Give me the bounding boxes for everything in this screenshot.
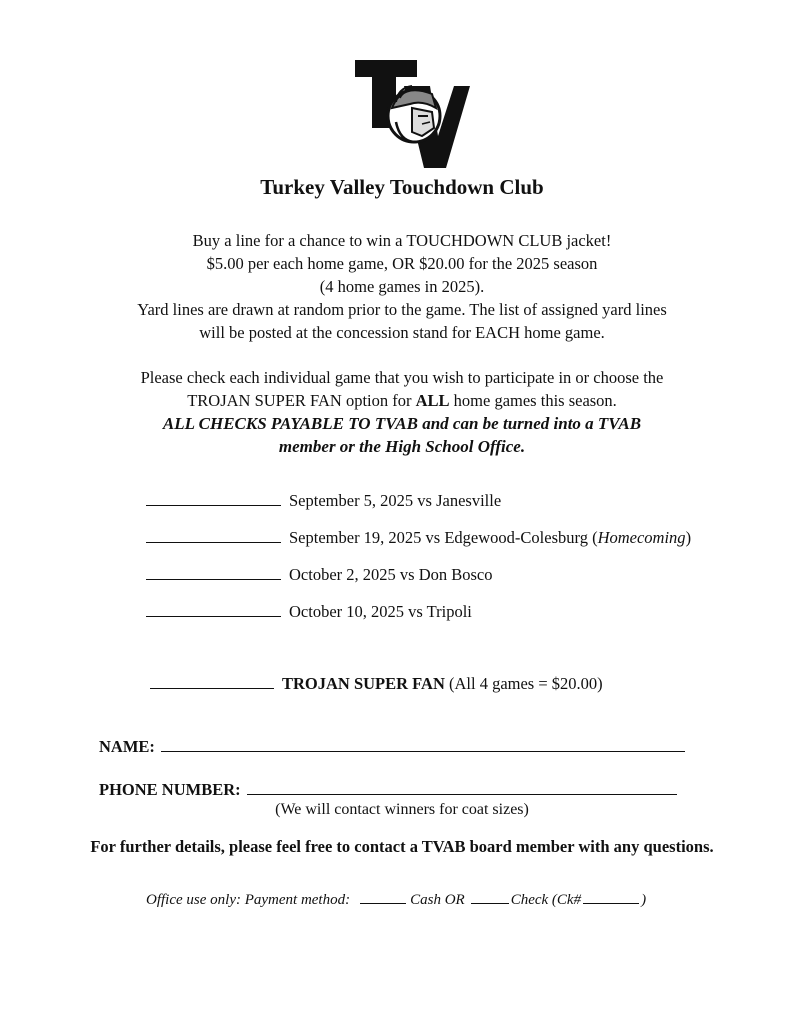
intro-line: Yard lines are drawn at random prior to the game. The list of assigned yard lines xyxy=(137,300,667,319)
instructions-text-part: TROJAN SUPER FAN option for xyxy=(187,391,416,410)
instructions-text xyxy=(60,366,744,458)
instructions-line: Please check each individual game that you wish to participate in or choose the xyxy=(140,368,664,387)
checks-payable-line: member or the High School Office. xyxy=(278,437,526,456)
superfan-label: TROJAN SUPER FAN xyxy=(282,674,445,693)
intro-line: Buy a line for a chance to win a TOUCHDOWN CLUB jacket! xyxy=(192,231,612,250)
game-row-janesville xyxy=(146,491,501,513)
name-label: NAME: xyxy=(99,737,155,756)
superfan-row xyxy=(150,674,603,694)
page-title: Turkey Valley Touchdown Club xyxy=(260,175,544,199)
game-check-blank[interactable] xyxy=(146,491,281,506)
game-row-don-bosco xyxy=(146,565,492,587)
phone-field-row xyxy=(99,780,677,800)
game-check-blank[interactable] xyxy=(146,565,281,580)
instructions-bold-part: ALL xyxy=(415,391,450,410)
coat-size-note: (We will contact winners for coat sizes) xyxy=(275,801,529,818)
phone-label: PHONE NUMBER: xyxy=(99,780,241,799)
intro-line: will be posted at the concession stand for EACH home game. xyxy=(199,323,605,342)
game-row-tripoli xyxy=(146,602,472,624)
superfan-check-blank[interactable] xyxy=(150,674,274,689)
trojan-logo-icon xyxy=(352,58,472,170)
game-label: September 19, 2025 vs Edgewood-Colesburg ( xyxy=(289,528,598,547)
office-use-row xyxy=(146,891,646,909)
game-row-edgewood xyxy=(146,528,691,550)
checks-payable-line: ALL CHECKS PAYABLE TO TVAB and can be turned into a TVAB xyxy=(162,414,642,433)
check-blank[interactable] xyxy=(471,891,509,904)
check-number-blank[interactable] xyxy=(583,891,639,904)
name-field[interactable] xyxy=(161,737,685,752)
game-label: October 2, 2025 vs Don Bosco xyxy=(289,565,493,584)
game-label: October 10, 2025 vs Tripoli xyxy=(289,602,472,621)
check-label: Check (Ck# xyxy=(510,892,582,908)
game-check-blank[interactable] xyxy=(146,528,281,543)
superfan-detail: (All 4 games = $20.00) xyxy=(444,674,603,693)
game-check-blank[interactable] xyxy=(146,602,281,617)
instructions-line xyxy=(60,389,744,412)
homecoming-label: Homecoming xyxy=(597,528,686,547)
cash-blank[interactable] xyxy=(360,891,406,904)
further-details: For further details, please feel free to contact a TVAB board member with any questions. xyxy=(90,837,714,856)
instructions-text-part: home games this season. xyxy=(449,391,617,410)
check-close: ) xyxy=(641,892,647,908)
name-field-row xyxy=(99,737,685,757)
intro-text xyxy=(60,229,744,344)
phone-field[interactable] xyxy=(247,780,677,795)
game-label-suffix: ) xyxy=(685,528,692,547)
cash-label: Cash OR xyxy=(410,892,465,908)
intro-line: $5.00 per each home game, OR $20.00 for the 2025 season xyxy=(206,254,598,273)
game-label: September 5, 2025 vs Janesville xyxy=(289,491,502,510)
office-label: Office use only: Payment method: xyxy=(146,892,351,908)
intro-line: (4 home games in 2025). xyxy=(319,277,485,296)
